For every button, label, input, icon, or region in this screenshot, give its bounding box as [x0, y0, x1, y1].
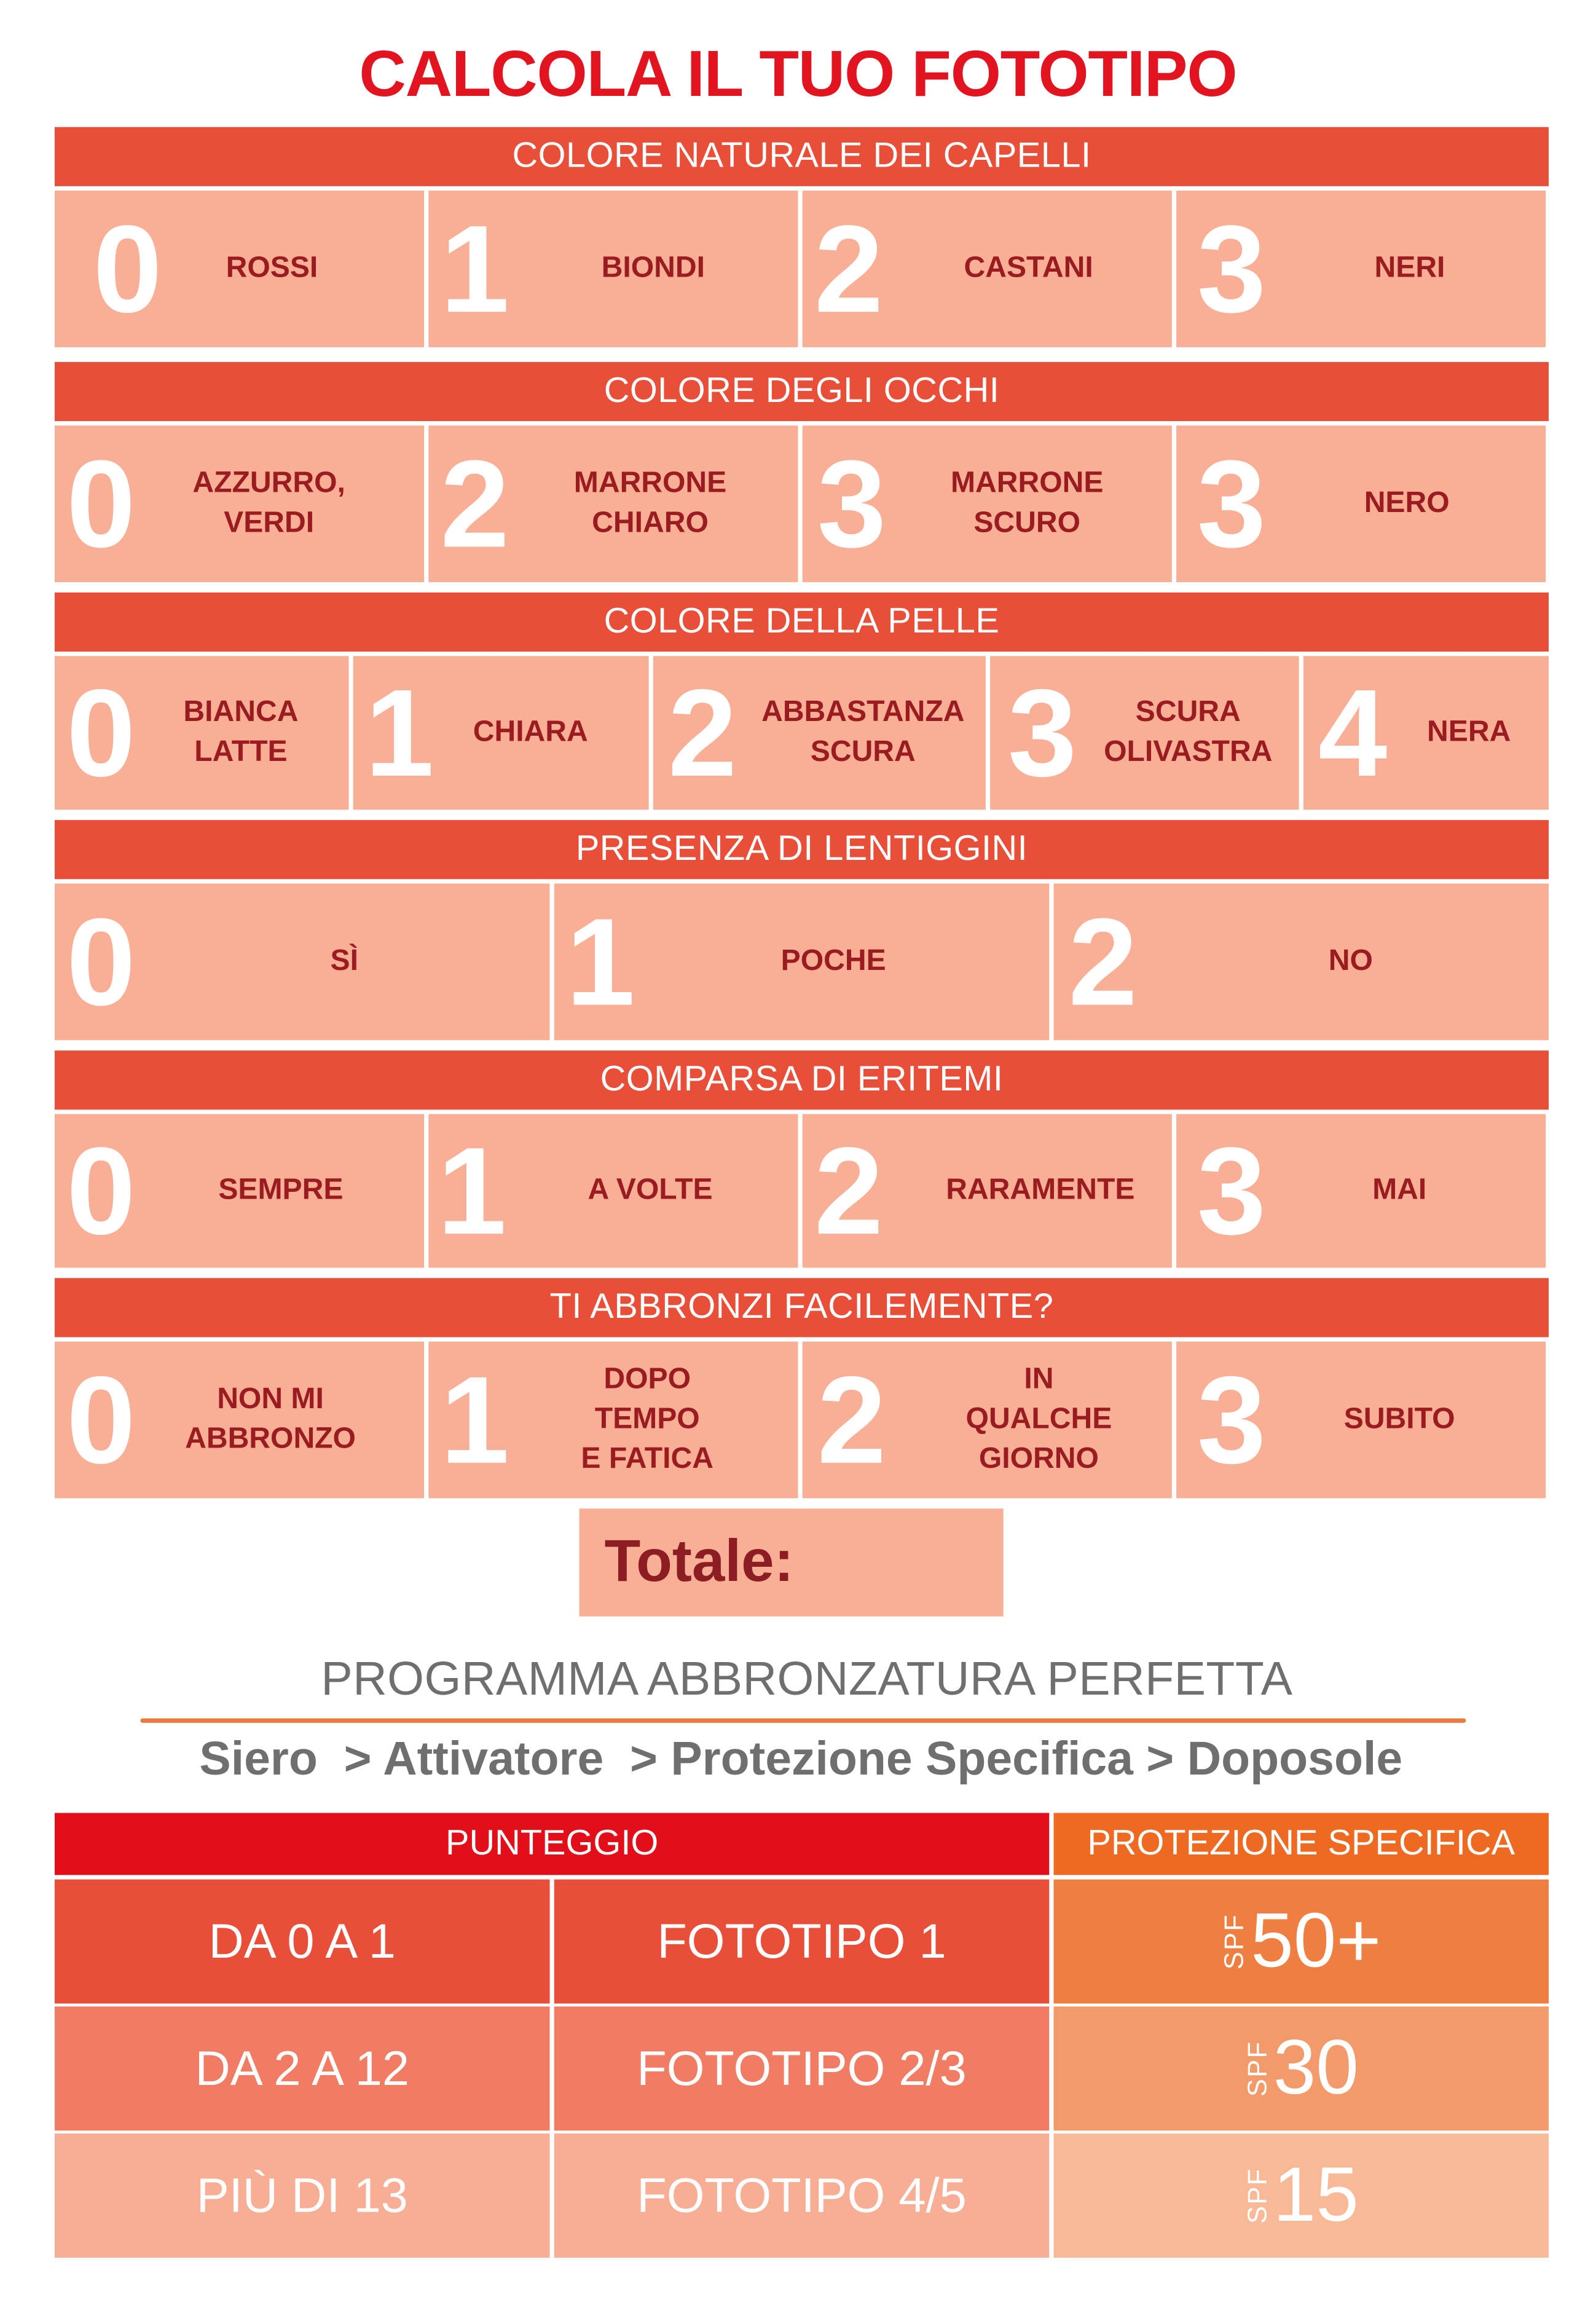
option-score: 2 — [1068, 892, 1138, 1031]
option-label: MARRONE CHIARO — [573, 467, 727, 540]
option-cell[interactable] — [554, 883, 1050, 1040]
page-title: CALCOLA IL TUO FOTOTIPO — [359, 38, 1237, 111]
option-score: 2 — [440, 434, 509, 573]
result-row — [55, 1880, 1549, 2004]
spf-value: 15 — [1273, 2153, 1359, 2239]
option-label: BIANCA LATTE — [183, 696, 299, 768]
option-score: 3 — [1197, 199, 1267, 339]
option-cell[interactable] — [1176, 1342, 1546, 1499]
section-options — [55, 883, 1549, 1040]
option-label: MARRONE SCURO — [950, 467, 1104, 540]
option-label: SEMPRE — [218, 1173, 344, 1207]
option-score: 1 — [440, 1350, 509, 1490]
option-score: 0 — [66, 663, 136, 803]
option-label: SCURA OLIVASTRA — [1104, 696, 1273, 768]
section-header: TI ABBRONZI FACILEMENTE? — [55, 1278, 1549, 1337]
option-cell[interactable] — [428, 1114, 798, 1267]
section-options — [55, 1342, 1549, 1499]
option-cell[interactable] — [428, 191, 798, 347]
option-cell[interactable] — [55, 883, 550, 1040]
option-score: 2 — [817, 1350, 887, 1490]
section-options — [55, 191, 1549, 347]
section-header: COLORE NATURALE DEI CAPELLI — [55, 127, 1549, 186]
option-cell[interactable] — [990, 656, 1299, 810]
section-header: COLORE DELLA PELLE — [55, 593, 1549, 652]
program-divider — [140, 1719, 1466, 1723]
spf-cell — [1053, 2006, 1549, 2130]
score-range: DA 2 A 12 — [55, 2006, 550, 2130]
option-label: CHIARA — [473, 715, 588, 749]
option-label: AZZURRO, VERDI — [192, 467, 345, 540]
spf-tag: SPF — [1242, 2167, 1272, 2224]
section-header: COMPARSA DI ERITEMI — [55, 1050, 1549, 1109]
option-score: 0 — [93, 199, 162, 339]
option-score: 1 — [364, 663, 434, 803]
option-score: 0 — [66, 892, 136, 1031]
option-label: A VOLTE — [588, 1173, 713, 1207]
option-label: NERI — [1374, 251, 1445, 285]
option-cell[interactable] — [428, 425, 798, 582]
section-header: PRESENZA DI LENTIGGINI — [55, 820, 1549, 879]
option-cell[interactable] — [428, 1342, 798, 1499]
option-label: NON MI ABBRONZO — [185, 1382, 356, 1456]
section-options — [55, 1114, 1549, 1267]
option-label: DOPO TEMPO E FATICA — [581, 1363, 713, 1476]
option-label: POCHE — [780, 945, 886, 978]
option-score: 3 — [1197, 434, 1267, 573]
option-label: RARAMENTE — [946, 1173, 1135, 1207]
option-score: 3 — [1197, 1121, 1267, 1261]
section-options — [55, 425, 1549, 582]
option-score: 0 — [66, 1121, 136, 1261]
option-score: 0 — [66, 1350, 136, 1490]
score-range: DA 0 A 1 — [55, 1880, 550, 2004]
option-label: NERO — [1364, 487, 1450, 519]
spf-value: 30 — [1273, 2025, 1359, 2112]
option-cell[interactable] — [803, 1342, 1172, 1499]
spf-cell — [1053, 1880, 1549, 2004]
option-cell[interactable] — [55, 1114, 424, 1267]
protection-header: PROTEZIONE SPECIFICA — [1053, 1813, 1549, 1875]
option-score: 0 — [66, 434, 136, 573]
option-score: 3 — [1197, 1350, 1267, 1490]
phototype: FOTOTIPO 4/5 — [554, 2134, 1050, 2258]
total-box — [580, 1508, 1004, 1616]
spf-tag: SPF — [1242, 2040, 1272, 2097]
option-label: MAI — [1372, 1173, 1427, 1207]
option-label: BIONDI — [601, 251, 705, 285]
score-header: PUNTEGGIO — [55, 1813, 1049, 1875]
option-score: 1 — [440, 199, 509, 339]
option-score: 2 — [814, 199, 884, 339]
section-header: COLORE DEGLI OCCHI — [55, 362, 1549, 421]
spf-badge — [1242, 2025, 1359, 2112]
spf-tag: SPF — [1219, 1913, 1249, 1970]
option-label: NERA — [1427, 715, 1511, 749]
option-score: 4 — [1318, 663, 1388, 803]
option-score: 3 — [817, 434, 887, 573]
option-cell[interactable] — [55, 191, 424, 347]
option-cell[interactable] — [1303, 656, 1549, 810]
score-range: PIÙ DI 13 — [55, 2134, 550, 2258]
result-row — [55, 2006, 1549, 2130]
program-steps: Siero > Attivatore > Protezione Specifica > Doposole — [199, 1732, 1403, 1785]
option-score: 2 — [667, 663, 737, 803]
program-title: PROGRAMMA ABBRONZATURA PERFETTA — [321, 1652, 1293, 1705]
option-label: NO — [1328, 945, 1373, 978]
option-label: CASTANI — [964, 251, 1093, 285]
option-cell[interactable] — [1176, 191, 1546, 347]
option-label: ABBASTANZA SCURA — [761, 696, 965, 768]
option-score: 3 — [1007, 663, 1077, 803]
option-score: 1 — [565, 892, 635, 1031]
option-label: IN QUALCHE GIORNO — [965, 1363, 1112, 1476]
phototype: FOTOTIPO 2/3 — [554, 2006, 1050, 2130]
option-cell[interactable] — [1176, 1114, 1546, 1267]
option-cell[interactable] — [55, 656, 349, 810]
option-cell[interactable] — [653, 656, 986, 810]
option-cell[interactable] — [55, 425, 424, 582]
result-row — [55, 2134, 1549, 2258]
spf-value: 50+ — [1251, 1898, 1382, 1985]
option-label: SUBITO — [1343, 1403, 1455, 1436]
option-cell[interactable] — [803, 191, 1172, 347]
option-label: SÌ — [330, 945, 359, 978]
option-cell[interactable] — [353, 656, 649, 810]
spf-badge — [1219, 1898, 1382, 1985]
option-cell[interactable] — [1053, 883, 1549, 1040]
spf-cell — [1053, 2134, 1549, 2258]
phototype: FOTOTIPO 1 — [554, 1880, 1050, 2004]
spf-badge — [1242, 2153, 1359, 2239]
option-score: 2 — [814, 1121, 884, 1261]
option-cell[interactable] — [1176, 425, 1546, 582]
total-label: Totale: — [604, 1529, 794, 1594]
option-score: 1 — [437, 1121, 507, 1261]
option-cell[interactable] — [803, 425, 1172, 582]
option-cell[interactable] — [55, 1342, 424, 1499]
section-options — [55, 656, 1549, 810]
option-cell[interactable] — [803, 1114, 1172, 1267]
option-label: ROSSI — [226, 251, 318, 285]
